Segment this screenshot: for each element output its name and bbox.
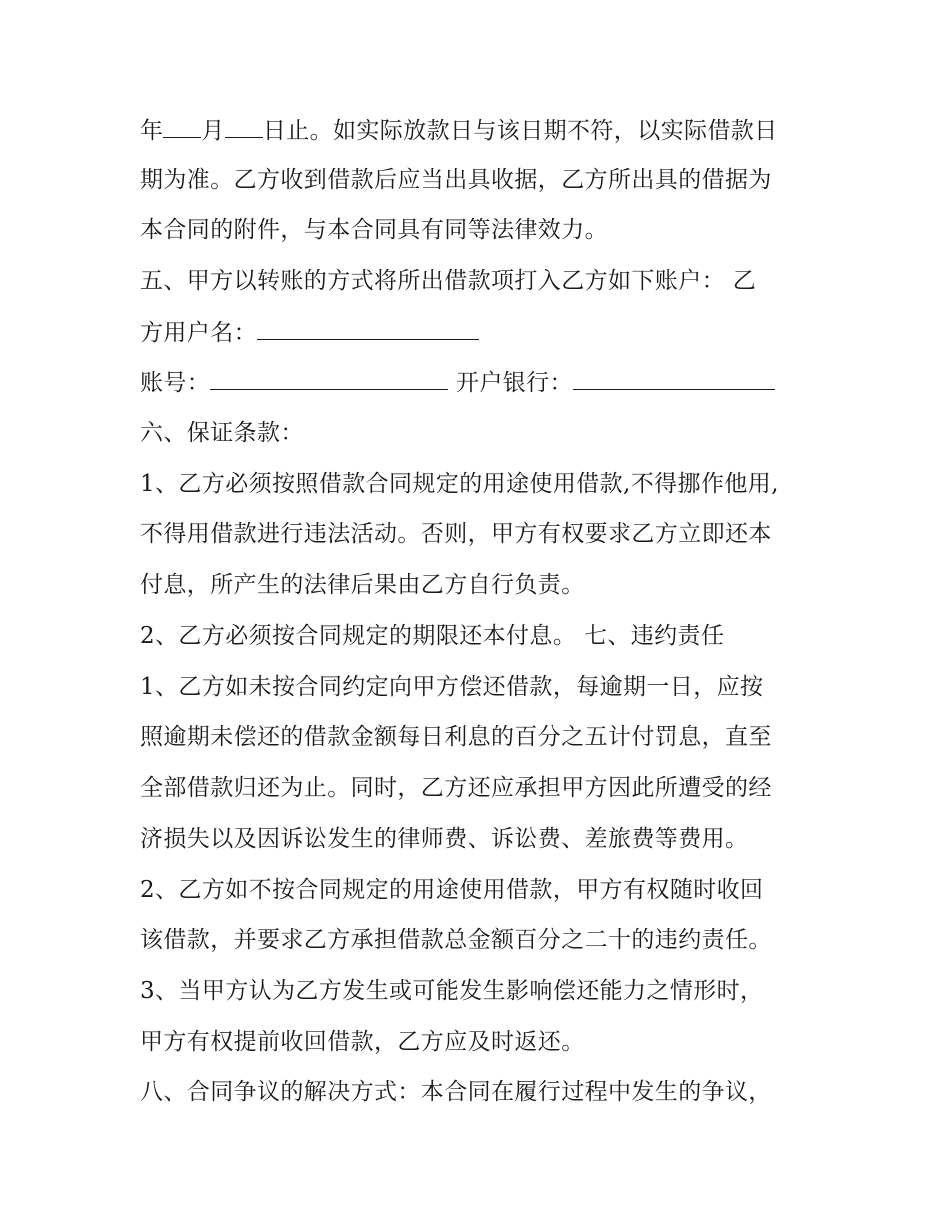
clause-7-3-line-2: 甲方有权提前收回借款，乙方应及时返还。	[140, 1029, 585, 1055]
clause-7-1-line-2: 照逾期未偿还的借款金额每日利息的百分之五计付罚息，直至	[140, 724, 772, 750]
text-line-2: 期为准。乙方收到借款后应当出具收据，乙方所出具的借据为	[140, 167, 772, 193]
bank-label: 开户银行：	[455, 370, 573, 396]
text-line-3: 本合同的附件，与本合同具有同等法律效力。	[140, 217, 608, 243]
text-line-1	[140, 115, 778, 146]
username-line	[140, 317, 479, 348]
clause-7-1-line-1: 1、乙方如未按合同约定向甲方偿还借款，每逾期一日，应按	[140, 674, 764, 700]
text-month: 月	[201, 118, 225, 144]
text-year: 年	[140, 118, 164, 144]
clause-6-1-line-2: 不得用借款进行违法活动。否则，甲方有权要求乙方立即还本	[140, 521, 772, 547]
text-day-rest: 日止。如实际放款日与该日期不符，以实际借款日	[262, 118, 778, 144]
section-8-heading: 八、合同争议的解决方式：本合同在履行过程中发生的争议，	[140, 1079, 772, 1105]
clause-7-1-line-4: 济损失以及因诉讼发生的律师费、诉讼费、差旅费等费用。	[140, 826, 749, 852]
blank-day-field[interactable]	[225, 115, 263, 138]
clause-7-3-line-1: 3、当甲方认为乙方发生或可能发生影响偿还能力之情形时，	[140, 978, 764, 1004]
username-label: 方用户名：	[140, 320, 257, 346]
clause-6-1-line-3: 付息，所产生的法律后果由乙方自行负责。	[140, 572, 585, 598]
blank-month-field[interactable]	[163, 115, 201, 138]
account-line	[140, 367, 775, 398]
clause-7-1-line-3: 全部借款归还为止。同时，乙方还应承担甲方因此所遭受的经	[140, 775, 772, 801]
username-blank-field[interactable]	[257, 317, 479, 340]
clause-6-1-line-1: 1、乙方必须按照借款合同规定的用途使用借款,不得挪作他用,	[140, 471, 779, 497]
clause-7-2-line-2: 该借款，并要求乙方承担借款总金额百分之二十的违约责任。	[140, 927, 772, 953]
bank-blank-field[interactable]	[573, 367, 775, 390]
clause-6-2-and-section-7: 2、乙方必须按合同规定的期限还本付息。 七、违约责任	[140, 623, 725, 649]
account-blank-field[interactable]	[210, 367, 448, 390]
clause-7-2-line-1: 2、乙方如不按合同规定的用途使用借款，甲方有权随时收回	[140, 877, 764, 903]
section-6-heading: 六、保证条款：	[140, 420, 304, 446]
section-5-heading: 五、甲方以转账的方式将所出借款项打入乙方如下账户： 乙	[140, 268, 757, 294]
account-label: 账号：	[140, 370, 211, 396]
